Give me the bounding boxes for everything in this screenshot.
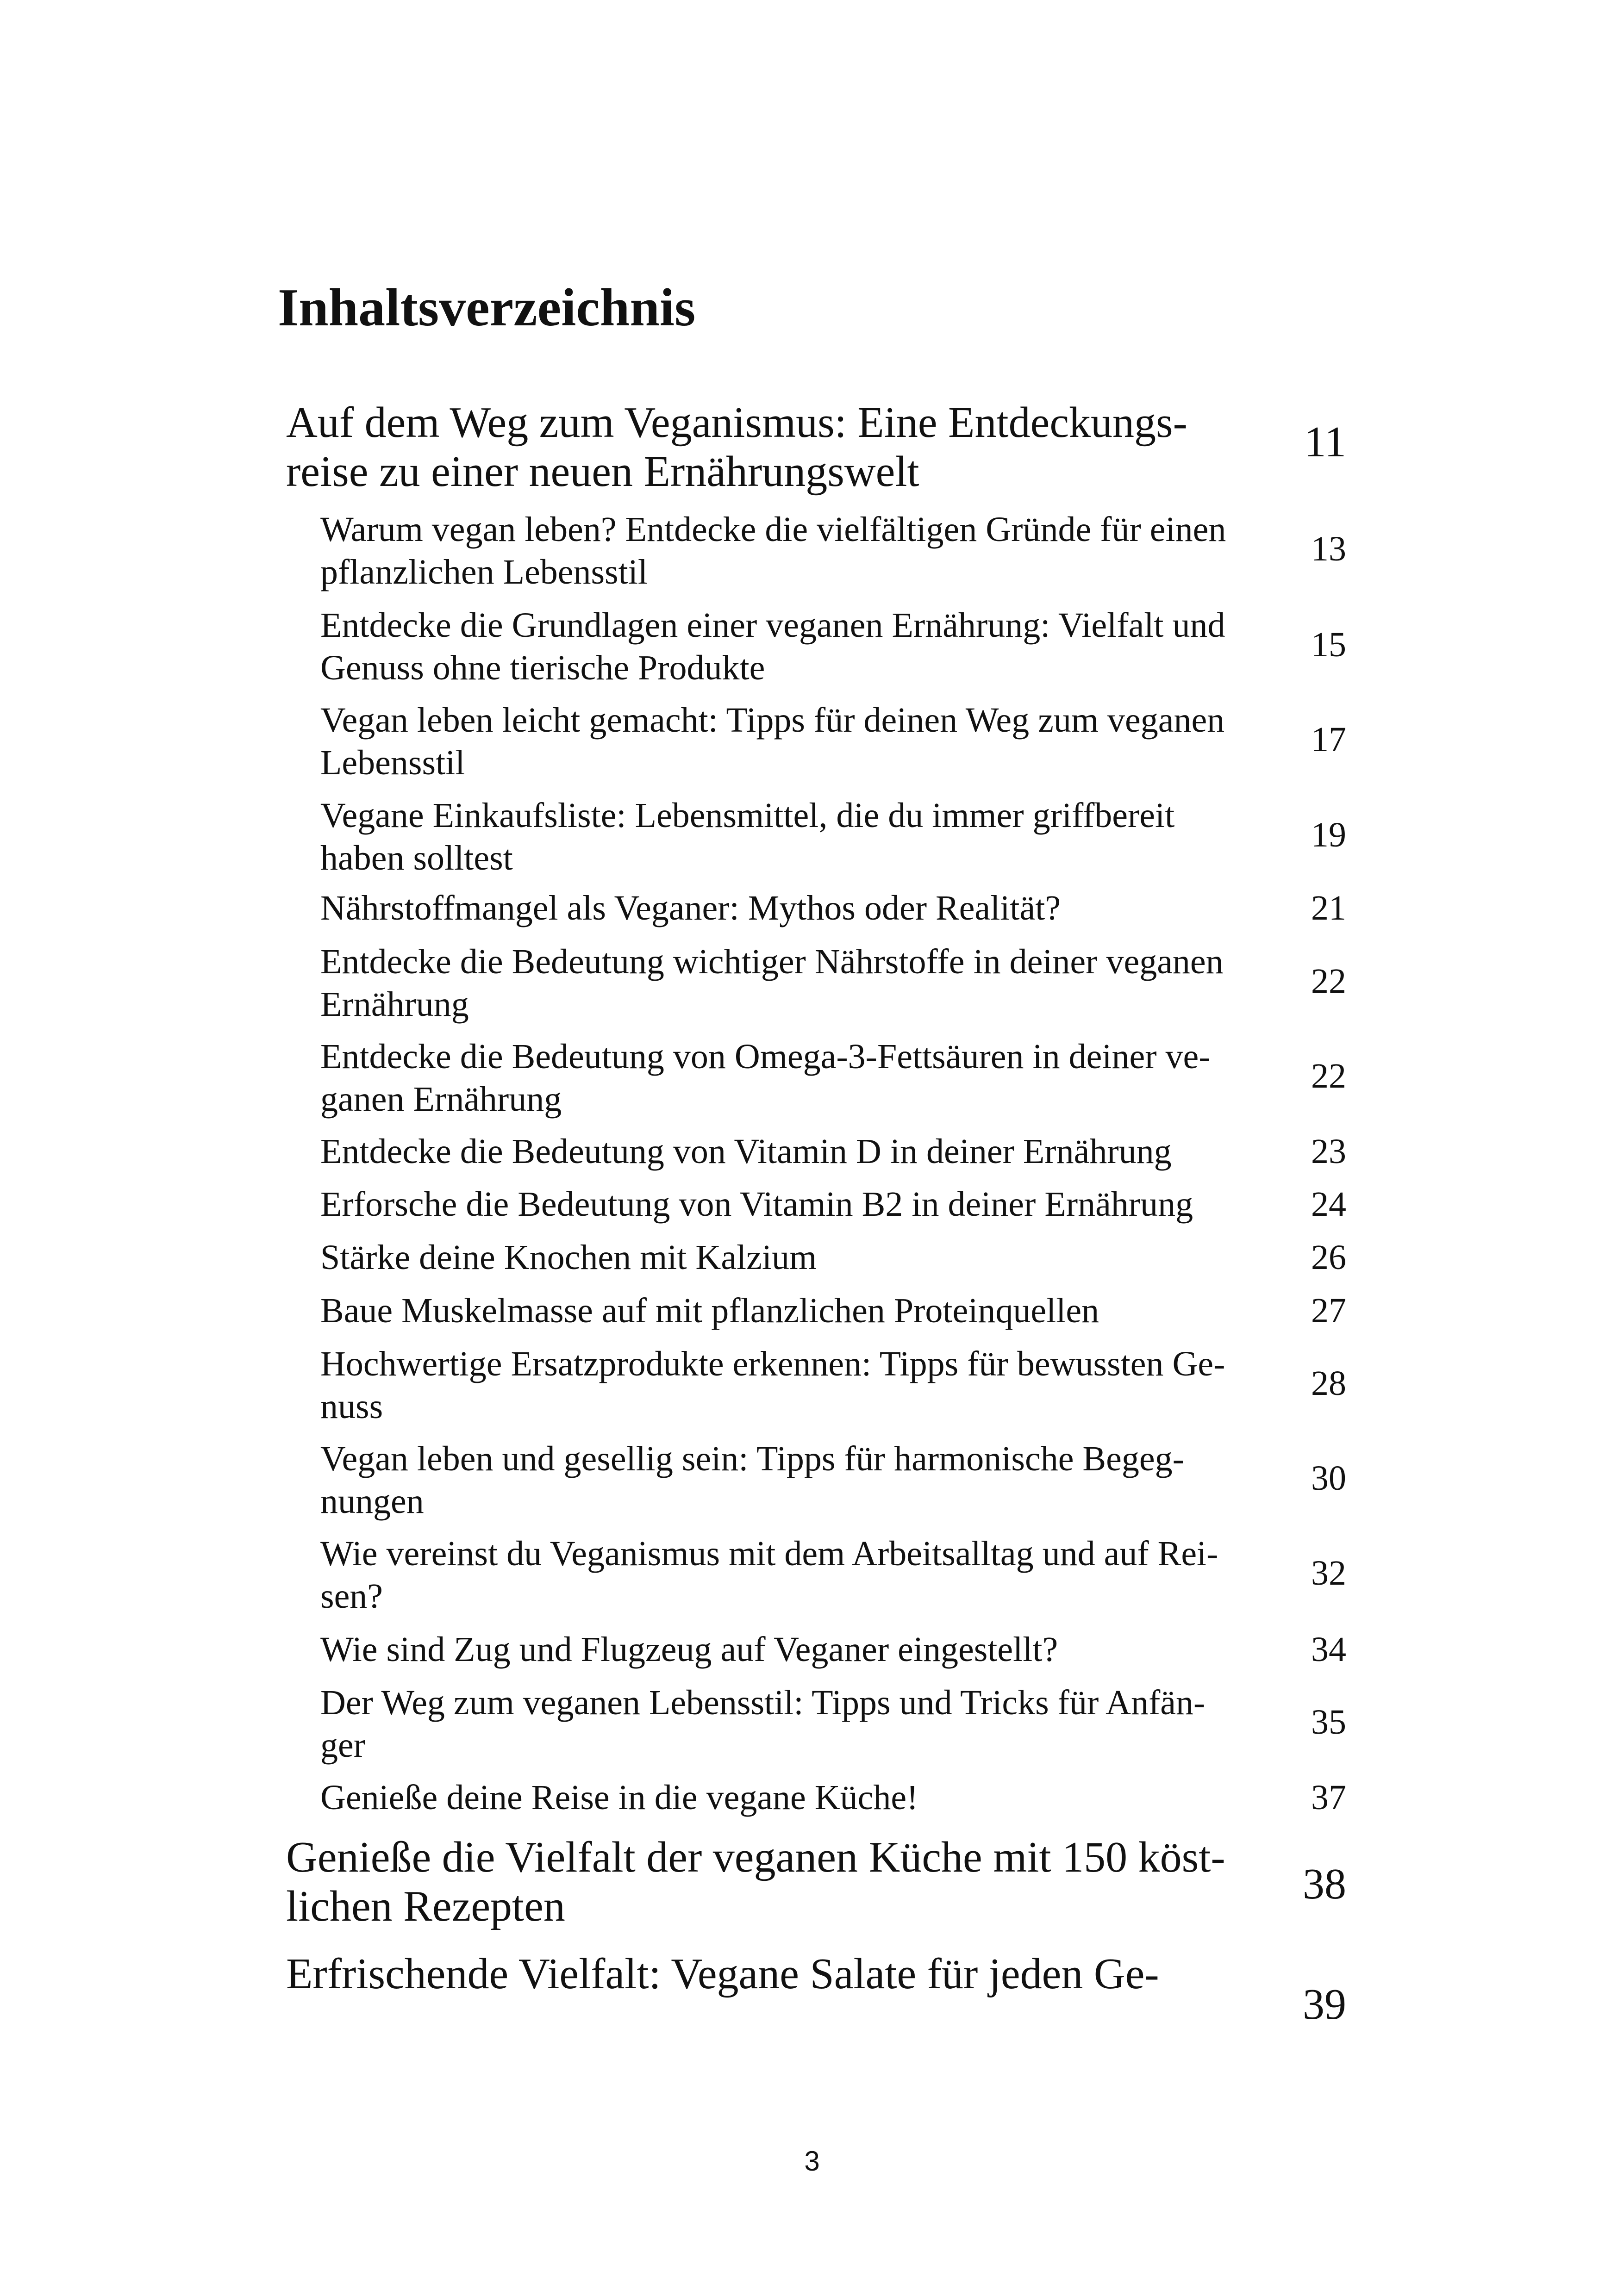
toc-page-number: 37	[1311, 1778, 1346, 1817]
toc-entry-title-line: Vegan leben leicht gemacht: Tipps für deinen Weg zum veganen	[320, 701, 1225, 740]
toc-page-number: 39	[1303, 1980, 1346, 2028]
toc-entry-title-line: Wie sind Zug und Flugzeug auf Veganer eingestellt?	[320, 1630, 1058, 1669]
toc-page-number: 19	[1311, 815, 1346, 854]
toc-page-number: 24	[1311, 1185, 1346, 1224]
toc-entry-title-line: Genuss ohne tierische Produkte	[320, 648, 765, 687]
toc-page-number: 28	[1311, 1364, 1346, 1403]
toc-entry-title-line: Stärke deine Knochen mit Kalzium	[320, 1238, 817, 1277]
page-number: 3	[804, 2146, 820, 2177]
toc-entry-title-line: Entdecke die Bedeutung wichtiger Nährstoffe in deiner veganen	[320, 942, 1224, 981]
toc-page-number: 22	[1311, 962, 1346, 1001]
toc-entry-title-line: haben solltest	[320, 839, 513, 877]
toc-entry-title-line: Erfrischende Vielfalt: Vegane Salate für jeden Ge-	[286, 1950, 1159, 1998]
toc-entry-title-line: ganen Ernährung	[320, 1080, 562, 1119]
toc-page-number: 34	[1311, 1630, 1346, 1669]
toc-entry-title-line: Nährstoffmangel als Veganer: Mythos oder Realität?	[320, 889, 1061, 927]
toc-entry-title-line: Erforsche die Bedeutung von Vitamin B2 in deiner Ernährung	[320, 1185, 1193, 1224]
toc-page-number: 15	[1311, 625, 1346, 664]
toc-entry-title-line: lichen Rezepten	[286, 1882, 565, 1930]
toc-page-number: 30	[1311, 1459, 1346, 1498]
toc-page-number: 35	[1311, 1703, 1346, 1742]
toc-entry-title-line: Auf dem Weg zum Veganismus: Eine Entdeckungs-	[286, 398, 1187, 447]
toc-page-number: 32	[1311, 1554, 1346, 1593]
page-title: Inhaltsverzeichnis	[278, 278, 696, 337]
toc-entry-title-line: Baue Muskelmasse auf mit pflanzlichen Proteinquellen	[320, 1291, 1099, 1330]
toc-page-number: 17	[1311, 720, 1346, 759]
toc-page-number: 38	[1303, 1860, 1346, 1908]
toc-entry-title-line: Entdecke die Bedeutung von Vitamin D in deiner Ernährung	[320, 1132, 1172, 1171]
toc-entry-title-line: Lebensstil	[320, 743, 465, 782]
toc-entry-title-line: Entdecke die Grundlagen einer veganen Ernährung: Vielfalt und	[320, 606, 1225, 645]
toc-page-number: 22	[1311, 1057, 1346, 1095]
toc-entry-title-line: ger	[320, 1726, 366, 1765]
toc-entry-title-line: sen?	[320, 1577, 383, 1616]
toc-entry-title-line: Hochwertige Ersatzprodukte erkennen: Tipps für bewussten Ge-	[320, 1344, 1225, 1383]
toc-entry-title-line: Warum vegan leben? Entdecke die vielfältigen Gründe für einen	[320, 510, 1226, 549]
toc-entry-title-line: Genieße die Vielfalt der veganen Küche mit 150 köst-	[286, 1833, 1225, 1881]
toc-entry-title-line: pflanzlichen Lebensstil	[320, 553, 648, 591]
toc-entry-title-line: reise zu einer neuen Ernährungswelt	[286, 448, 919, 496]
toc-entry-title-line: Ernährung	[320, 985, 469, 1024]
toc-entry-title-line: Genieße deine Reise in die vegane Küche!	[320, 1778, 918, 1817]
toc-page-number: 23	[1311, 1132, 1346, 1171]
toc-entry-title-line: Entdecke die Bedeutung von Omega-3-Fettsäuren in deiner ve-	[320, 1037, 1211, 1076]
toc-entry-title-line: nuss	[320, 1387, 383, 1426]
toc-entry-title-line: Wie vereinst du Veganismus mit dem Arbeitsalltag und auf Rei-	[320, 1534, 1218, 1573]
toc-page-number: 11	[1304, 418, 1346, 466]
toc-entry-title-line: Vegane Einkaufsliste: Lebensmittel, die du immer griffbereit	[320, 796, 1175, 835]
toc-page-number: 27	[1311, 1291, 1346, 1330]
toc-entry-title-line: Vegan leben und gesellig sein: Tipps für harmonische Begeg-	[320, 1439, 1184, 1478]
toc-page-number: 26	[1311, 1238, 1346, 1277]
toc-page-number: 13	[1311, 529, 1346, 568]
toc-page-number: 21	[1311, 889, 1346, 927]
toc-entry-title-line: Der Weg zum veganen Lebensstil: Tipps und Tricks für Anfän-	[320, 1683, 1206, 1722]
toc-entry-title-line: nungen	[320, 1482, 424, 1521]
